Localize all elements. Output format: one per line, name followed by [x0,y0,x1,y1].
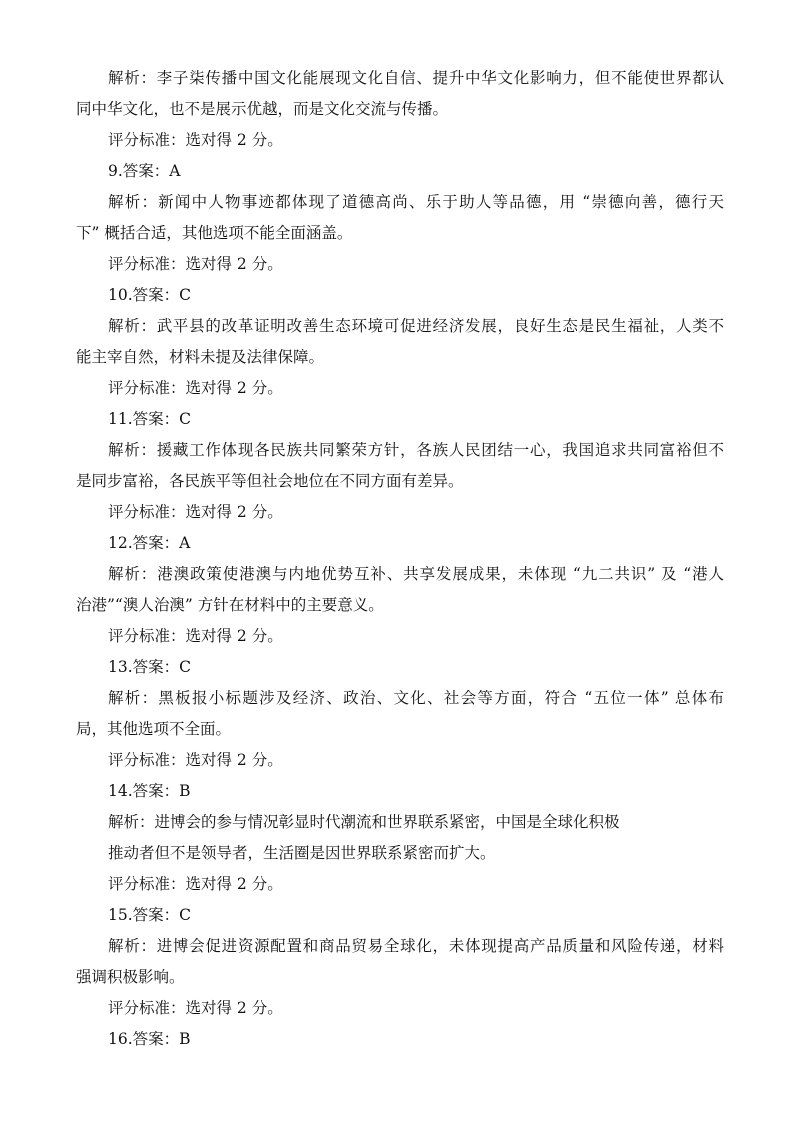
answer-line: 12.答案：A [108,534,191,552]
text-line: 下” 概括合适，其他选项不能全面涵盖。 [76,224,353,242]
answer-line: 16.答案：B [108,1030,191,1048]
answer-line: 10.答案：C [108,286,192,304]
text-line: 能主宰自然，材料未提及法律保障。 [76,348,325,366]
answer-line: 11.答案：C [108,410,192,428]
scoring-line: 评分标准：选对得 2 分。 [108,379,283,397]
explanation-line: 解析：港澳政策使港澳与内地优势互补、共享发展成果，未体现 “九二共识” 及 “港人 [108,565,724,583]
scoring-line: 评分标准：选对得 2 分。 [108,503,283,521]
scoring-line: 评分标准：选对得 2 分。 [108,131,283,149]
explanation-line: 解析：黑板报小标题涉及经济、政治、文化、社会等方面，符合 “五位一体” 总体布 [108,689,724,707]
explanation-line: 解析：进博会的参与情况彰显时代潮流和世界联系紧密，中国是全球化积极 [108,813,620,831]
scoring-line: 评分标准：选对得 2 分。 [108,999,283,1017]
explanation-line: 解析：新闻中人物事迹都体现了道德高尚、乐于助人等品德，用 “崇德向善，德行天 [108,193,724,211]
scoring-line: 评分标准：选对得 2 分。 [108,627,283,645]
text-line: 是同步富裕，各民族平等但社会地位在不同方面有差异。 [76,472,464,490]
scoring-line: 评分标准：选对得 2 分。 [108,751,283,769]
text-line: 推动者但不是领导者，生活圈是因世界联系紧密而扩大。 [108,844,496,862]
scoring-line: 评分标准：选对得 2 分。 [108,255,283,273]
answer-line: 14.答案：B [108,782,191,800]
explanation-line: 解析：武平县的改革证明改善生态环境可促进经济发展，良好生态是民生福祉，人类不 [108,317,724,335]
text-line: 局，其他选项不全面。 [76,720,232,738]
text-line: 同中华文化，也不是展示优越，而是文化交流与传播。 [76,100,449,118]
text-line: 治港”“澳人治澳” 方针在材料中的主要意义。 [76,596,384,614]
answer-line: 13.答案：C [108,658,192,676]
answer-line: 9.答案：A [108,162,181,180]
text-line: 强调积极影响。 [76,968,185,986]
explanation-line: 解析：援藏工作体现各民族共同繁荣方针，各族人民团结一心，我国追求共同富裕但不 [108,441,724,459]
answer-line: 15.答案：C [108,906,192,924]
explanation-line: 解析：进博会促进资源配置和商品贸易全球化，未体现提高产品质量和风险传递，材料 [108,937,724,955]
explanation-line: 解析：李子柒传播中国文化能展现文化自信、提升中华文化影响力，但不能使世界都认 [108,69,724,87]
answer-key-body [76,63,724,1055]
scoring-line: 评分标准：选对得 2 分。 [108,875,283,893]
